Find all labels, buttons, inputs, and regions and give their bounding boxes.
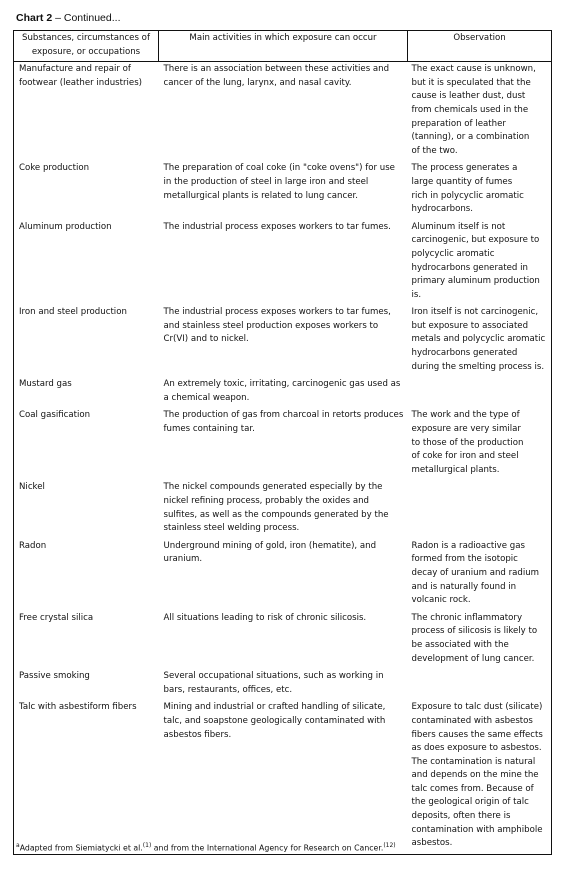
cell-activity — [159, 220, 408, 306]
cell-substance — [14, 611, 159, 669]
table-header-row — [14, 31, 552, 62]
footnote — [16, 842, 396, 853]
table-row — [14, 408, 552, 480]
cell-substance — [14, 408, 159, 480]
cell-activity-text: The industrial process exposes workers to tar fumes, and stainless steel production exposes workers to Cr(VI) and to nickel. — [163, 307, 391, 345]
cell-observation — [408, 539, 552, 611]
cell-substance — [14, 480, 159, 538]
cell-substance — [14, 700, 159, 854]
table-row — [14, 700, 552, 854]
cell-substance-text: Iron and steel production — [19, 307, 127, 318]
table-row — [14, 611, 552, 669]
table-row — [14, 161, 552, 219]
cell-substance — [14, 220, 159, 306]
footnote-ref-2: (12) — [383, 842, 396, 849]
cell-observation — [408, 408, 552, 480]
cell-activity-text: Mining and industrial or crafted handling of silicate, talc, and soapstone geologically contaminated with asbestos fibers. — [163, 702, 386, 740]
cell-observation-text: The exact cause is unknown, but it is speculated that the cause is leather dust, dust from chemicals used in the preparation of leather (tanning), or a combination of the two. — [411, 64, 536, 156]
cell-observation — [408, 62, 552, 162]
chart-title — [16, 12, 120, 24]
table-row — [14, 669, 552, 700]
cell-substance-text: Coke production — [19, 163, 90, 174]
cell-substance-text: Mustard gas — [19, 379, 72, 390]
cell-substance-text: Nickel — [19, 482, 45, 493]
cell-observation — [408, 377, 552, 408]
cell-observation-text: The work and the type of exposure are very similar to those of the production of coke for iron and steel metallurgical plants. — [411, 410, 524, 475]
cell-substance — [14, 305, 159, 377]
cell-observation — [408, 611, 552, 669]
cell-activity-text: All situations leading to risk of chronic silicosis. — [163, 612, 367, 623]
table-row — [14, 62, 552, 162]
cell-substance — [14, 161, 159, 219]
cell-observation-text: Iron itself is not carcinogenic, but exposure to associated metals and polycyclic aromatic hydrocarbons generated during the smelting process is. — [411, 307, 546, 372]
cell-activity-text: The nickel compounds generated especially by the nickel refining process, probably the oxides and sulfites, as well as the compounds generated by the stainless steel welding process. — [163, 482, 389, 534]
cell-observation-text: The chronic inflammatory process of silicosis is likely to be associated with the development of lung cancer. — [411, 612, 538, 664]
cell-activity-text: Several occupational situations, such as working in bars, restaurants, offices, etc. — [163, 671, 384, 695]
header-activities: Main activities in which exposure can occur — [159, 31, 408, 62]
cell-observation — [408, 669, 552, 700]
table-row — [14, 377, 552, 408]
footnote-text-2: and from the International Agency for Research on Cancer. — [151, 843, 384, 853]
header-substances: Substances, circumstances of exposure, or occupations — [14, 31, 159, 62]
cell-substance — [14, 669, 159, 700]
cell-activity-text: There is an association between these activities and cancer of the lung, larynx, and nasal cavity. — [163, 64, 390, 88]
cell-activity-text: The industrial process exposes workers to tar fumes. — [163, 221, 391, 232]
cell-substance — [14, 62, 159, 162]
cell-substance-text: Manufacture and repair of footwear (leather industries) — [19, 64, 143, 88]
cell-observation-text: Radon is a radioactive gas formed from the isotopic decay of uranium and radium and is naturally found in volcanic rock. — [411, 540, 540, 606]
cell-activity — [159, 62, 408, 162]
cell-observation-text: Exposure to talc dust (silicate) contaminated with asbestos fibers causes the same effects as does exposure to asbestos. The contamination is natural and depends on the mine the talc comes from. Because of the geological origin of talc deposits, often there is contamination with amphibole asbestos. — [411, 702, 543, 849]
cell-activity — [159, 700, 408, 854]
cell-substance — [14, 377, 159, 408]
cell-activity — [159, 161, 408, 219]
chart-title-continued: – Continued... — [52, 12, 121, 24]
table-row — [14, 220, 552, 306]
footnote-text-1: Adapted from Siemiatycki et al. — [19, 843, 143, 853]
cell-activity — [159, 611, 408, 669]
cell-activity — [159, 539, 408, 611]
table-row — [14, 539, 552, 611]
footnote-marker: a — [16, 842, 20, 849]
cell-activity — [159, 377, 408, 408]
cell-observation — [408, 161, 552, 219]
chart-title-label: Chart 2 — [16, 12, 53, 24]
header-observation: Observation — [408, 31, 552, 62]
cell-observation — [408, 480, 552, 538]
cell-observation-text: The process generates a large quantity of fumes rich in polycyclic aromatic hydrocarbons. — [411, 163, 524, 215]
exposure-table — [13, 30, 552, 855]
cell-substance-text: Free crystal silica — [19, 612, 94, 623]
cell-activity-text: The production of gas from charcoal in retorts produces fumes containing tar. — [163, 410, 404, 435]
table-row — [14, 305, 552, 377]
cell-activity-text: An extremely toxic, irritating, carcinogenic gas used as a chemical weapon. — [163, 379, 401, 403]
table-row — [14, 480, 552, 538]
cell-activity — [159, 480, 408, 538]
cell-substance — [14, 539, 159, 611]
cell-substance-text: Aluminum production — [19, 221, 112, 232]
cell-observation — [408, 305, 552, 377]
cell-substance-text: Coal gasification — [19, 410, 91, 421]
cell-activity-text: Underground mining of gold, iron (hematite), and uranium. — [163, 540, 377, 565]
cell-activity — [159, 669, 408, 700]
cell-activity — [159, 305, 408, 377]
cell-observation — [408, 220, 552, 306]
cell-substance-text: Radon — [19, 540, 47, 551]
cell-activity-text: The preparation of coal coke (in "coke ovens") for use in the production of steel in large iron and steel metallurgical plants is related to lung cancer. — [163, 163, 395, 201]
cell-observation — [408, 700, 552, 854]
cell-substance-text: Passive smoking — [19, 671, 90, 682]
footnote-ref-1: (1) — [142, 842, 152, 849]
cell-activity — [159, 408, 408, 480]
cell-observation-text: Aluminum itself is not carcinogenic, but exposure to polycyclic aromatic hydrocarbons generated in primary aluminum production is. — [411, 221, 540, 300]
cell-substance-text: Talc with asbestiform fibers — [19, 702, 137, 713]
